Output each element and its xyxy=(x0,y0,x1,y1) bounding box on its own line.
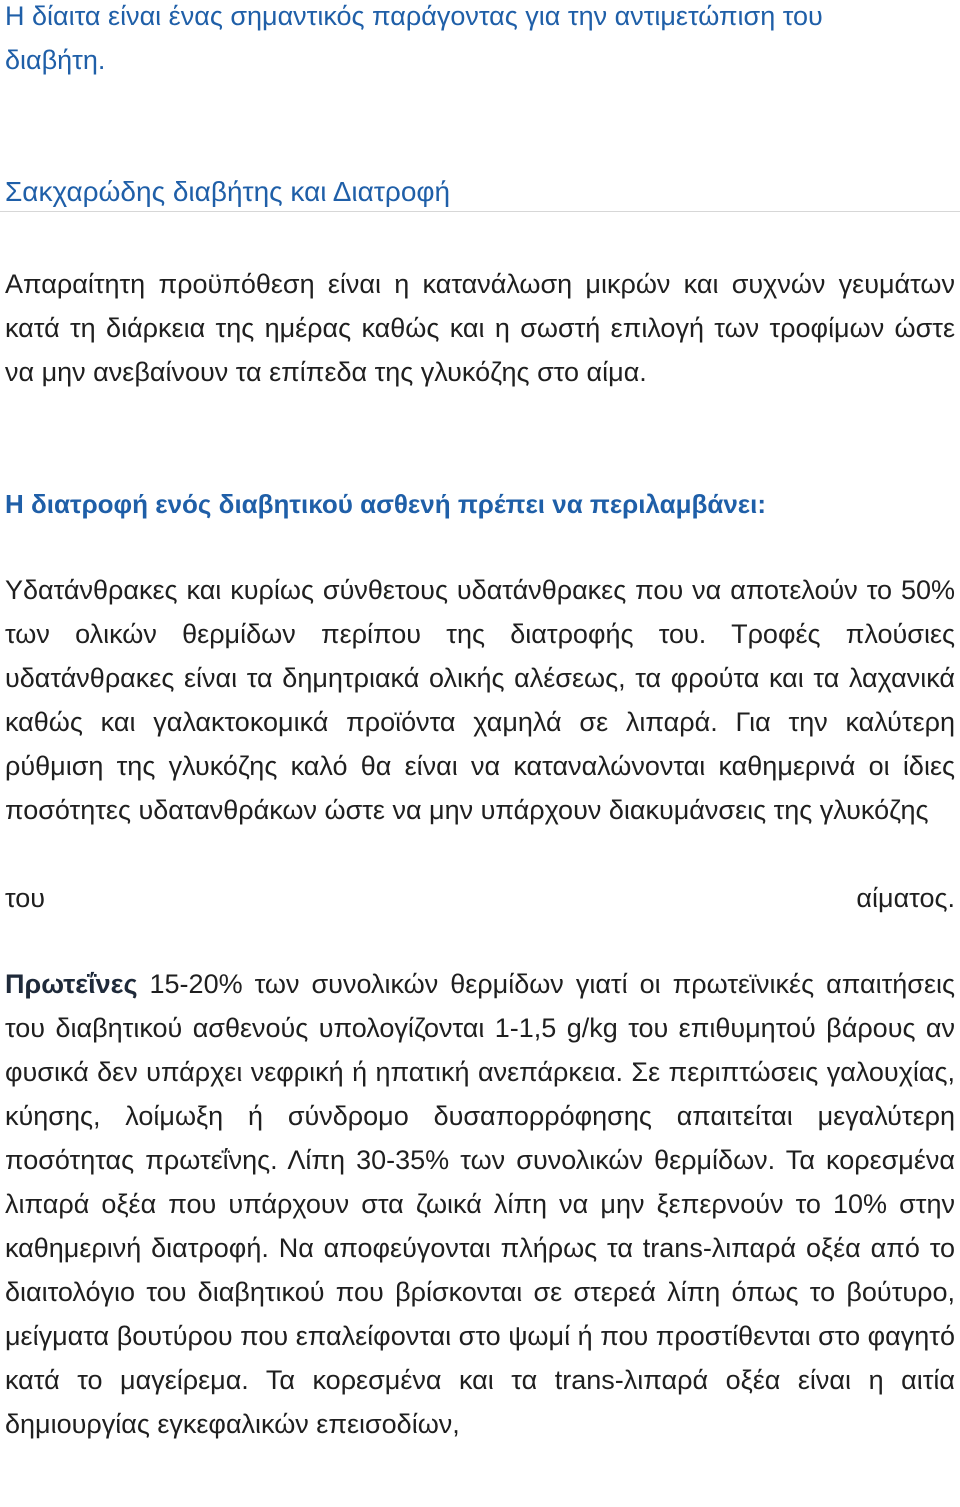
paragraph-carbohydrates xyxy=(5,568,955,832)
intro-line-1: Η δίαιτα είναι ένας σημαντικός παράγοντας για την αντιμετώπιση του xyxy=(5,1,823,31)
heading-divider xyxy=(0,211,960,212)
section-heading: Σακχαρώδης διαβήτης και Διατροφή xyxy=(5,176,451,207)
paragraph-proteins-fats xyxy=(5,962,955,1446)
carbohydrates-text: Υδατάνθρακες και κυρίως σύνθετους υδατάνθρακες που να αποτελούν το 50% των ολικών θερμίδων περίπου της διατροφής του. Τροφές πλούσιες υδατάνθρακες είναι τα δημητριακά ολικής αλέσεως, τα φρούτα και τα λαχανικά καθώς και γαλακτοκομικά προϊόντα χαμηλά σε λιπαρά. Για την καλύτερη ρύθμιση της γλυκόζης καλό θα είναι να καταναλώνονται καθημερινά οι ίδιες ποσότητες υδατανθράκων ώστε να μην υπάρχουν διακυμάνσεις της γλυκόζης xyxy=(5,575,955,825)
diet-requirements-heading: Η διατροφή ενός διαβητικού ασθενή πρέπει να περιλαμβάνει: xyxy=(5,489,767,519)
intro-line-2: διαβήτη. xyxy=(5,45,106,75)
proteins-label: Πρωτεΐνες xyxy=(5,969,138,999)
intro-paragraph xyxy=(5,0,955,82)
paragraph-meal-frequency: Απαραίτητη προϋπόθεση είναι η κατανάλωση μικρών και συχνών γευμάτων κατά τη διάρκεια της ημέρας καθώς και η σωστή επιλογή των τροφίμων ώστε να μην ανεβαίνουν τα επίπεδα της γλυκόζης στο αίμα. xyxy=(5,269,955,387)
paragraph-carbohydrates-last-line: του αίματος. xyxy=(5,883,955,913)
proteins-fats-text: 15-20% των συνολικών θερμίδων γιατί οι πρωτεϊνικές απαιτήσεις του διαβητικού ασθενούς υπολογίζονται 1-1,5 g/kg του επιθυμητού βάρους αν φυσικά δεν υπάρχει νεφρική ή ηπατική ανεπάρκεια. Σε περιπτώσεις γαλουχίας, κύησης, λοίμωξη ή σύνδρομο δυσαπορρόφησης απαιτείται μεγαλύτερη ποσότητας πρωτεΐνης. Λίπη 30-35% των συνολικών θερμίδων. Τα κορεσμένα λιπαρά οξέα που υπάρχουν στα ζωικά λίπη να μην ξεπερνούν το 10% στην καθημερινή διατροφή. Να αποφεύγονται πλήρως τα trans-λιπαρά οξέα από το διαιτολόγιο του διαβητικού που βρίσκονται σε στερεά λίπη όπως το βούτυρο, μείγματα βουτύρου που επαλείφονται στο ψωμί ή που προστίθενται στο φαγητό κατά το μαγείρεμα. Τα κορεσμένα και τα trans-λιπαρά οξέα είναι η αιτία δημιουργίας εγκεφαλικών επεισοδίων, xyxy=(5,969,955,1439)
